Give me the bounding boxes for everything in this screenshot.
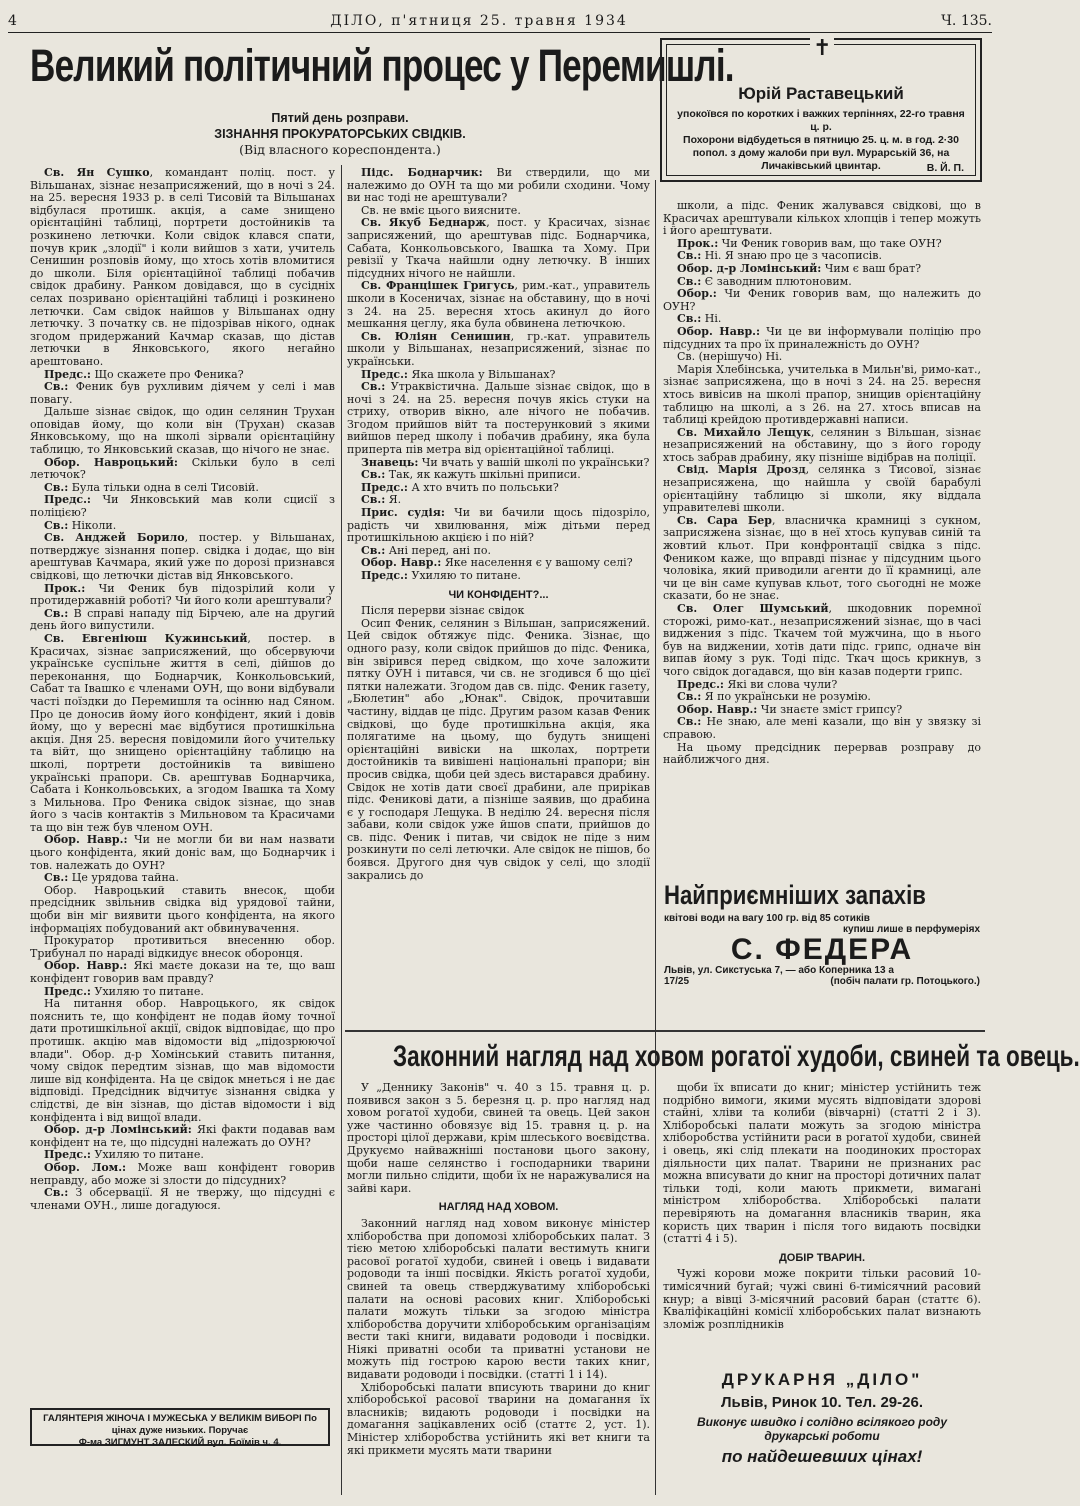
paragraph: Прок.: Чи Феник говорив вам, що таке ОУН? — [677, 236, 942, 250]
speaker-label: Предс.: — [677, 677, 724, 691]
speaker-label: Обор. Навр.: — [361, 556, 442, 570]
print-shop-ad — [664, 1370, 980, 1490]
paragraph: Св.: Ані перед, ані по. — [361, 543, 491, 557]
obituary-text-2: Похорони відбудеться в пятницю 25. ц. м. в год. 2·30 попол. з дому жалоби при вул. Мурарській 36, на Личаківський цвинтар. — [683, 134, 959, 172]
paragraph: Св.: Я по українськи не розумію. — [677, 690, 871, 704]
speaker-label: Обор. Навроцький: — [44, 455, 178, 469]
speaker-label: Св.: — [361, 380, 386, 394]
paragraph: Св. Ян Сушко, командант поліц. пост. у Вільшанах, зізнає незаприсяжений, що в ночі з 24. на 25. вересня 1933 р. в селі Тисовій та Вільшанах відбулася протишк. акція, а саме знищено орієнтаційні таблиці, портрети достойників та розкинено летючки. Коли свідок клався спати, почув крик „злодії" і коли вийшов з хати, учитель Сенишин розповів йому, що хтось хотів вломитися до школи. Біля орієнтаційної таблиці побачив свідок драбину. Ранком довідався, що в сусідніх селах позривано орієнтаційні таблиці і розкинено летючки. Сам свідок найшов у Вільшанах одну летючку. З початку св. не підозрівав нікого, однак згодом придержаний Качмар сказав, що дістав летючки в Янковського, якого негайно арештовано. — [30, 166, 336, 368]
paragraph: Прокуратор противиться внесенню обор. Трибунал по нараді відкидує внесок оборонця. — [30, 934, 335, 960]
speaker-label: Св.: — [361, 493, 386, 507]
perfume-line-2: купиш лише в перфумеріях — [843, 924, 980, 935]
law-column-2 — [663, 1082, 981, 1350]
perfume-code: 17/25 — [664, 976, 690, 987]
paragraph: Обор. Навроцький: Скільки було в селі летючок? — [30, 455, 335, 482]
paragraph: Обор. Навр.: Які маєте докази на те, що ваш конфідент говорив вам правду? — [30, 959, 335, 985]
paragraph: У „Деннику Законів" ч. 40 з 15. травня ц. р. появився закон з 5. березня ц. р. про нагляд над ховом рогатої худоби, свиней та овець. Цей закон уже частинно обовязує від 15. травня ц. р. на просторі цілої держави, крім шлеського воєвідства. Друкуємо найважніші постанови цього закону, щоби наше селянство і господарники тварини могли пильно слідити, щоби їх не наражувалися на зайві кари. — [347, 1081, 650, 1195]
paragraph: Св.: З обсервації. Я не твержу, що підсудні є членами ОУН., лише догадуюся. — [30, 1186, 335, 1212]
speaker-label: Предс.: — [361, 569, 408, 582]
paragraph: Св.: Є заводним плютоновим. — [677, 274, 852, 288]
paragraph: Св.: Ні. Я знаю про це з часописів. — [677, 249, 882, 263]
paragraph: Св.: Феник був рухливим діячем у селі і мав повагу. — [30, 380, 335, 406]
speaker-label: Св. Олег Шумський — [677, 602, 829, 615]
speaker-label: Обор. Навр.: — [44, 959, 128, 973]
cross-icon: ✝ — [810, 36, 834, 61]
paragraph: Обор. Навр.: Чи знаєте зміст грипсу? — [677, 702, 903, 716]
paragraph: Св.: Я. — [361, 493, 402, 507]
paragraph: Обор. Навр.: Чи це ви інформували поліцію про підсудних та про їх приналежність до ОУН? — [663, 324, 981, 351]
paragraph: Предс.: Чи Янковський мав коли сцисії з поліцією? — [30, 493, 335, 520]
subhead-title: ЗІЗНАННЯ ПРОКУРАТОРСЬКИХ СВІДКІВ. — [214, 127, 466, 141]
paragraph: Обор. д-р Ломінський: Чим є ваш брат? — [677, 261, 922, 275]
speaker-label: Св. Сара Бер — [677, 513, 772, 527]
article-column-3 — [663, 200, 981, 872]
paragraph: Хліборобські палати вписують тварини до книг хліборобської расової тварини на домагання їх власників; видають родоводи і посвідки на домагання зацікавлених осіб (статтє 2, уст. 1). Міністер хліборобства устійнить які вет книги та які прикмети мусять мати тварини — [347, 1380, 650, 1457]
speaker-label: Знавець: — [361, 455, 419, 469]
paragraph: Прис. судія: Чи ви бачили щось підозріло, радість чи хвилювання, між дітьми перед протишкільною акцією і по ній? — [347, 506, 651, 545]
speaker-label: Св.: — [44, 871, 69, 885]
paragraph: Св. Анджей Борило, постер. у Вільшанах, потверджує зізнання попер. свідка і додає, що він арештував Качмара, який уже по дорозі признався свідкові, що летючки дістав від Янковського. — [30, 531, 335, 582]
perfume-title: Найприємніших запахів — [664, 880, 926, 910]
speaker-label: Св.: — [44, 518, 69, 532]
paragraph: Предс.: Ухиляю то питане. — [44, 984, 204, 998]
issue-number: Ч. 135. — [941, 13, 992, 29]
print-shop-services: Виконує швидко і солідно всілякого роду друкарські роботи — [696, 1415, 948, 1443]
paragraph: Предс.: Ухиляю то питане. — [44, 1148, 204, 1162]
subhead-day: Пятий день розправи. — [271, 111, 409, 125]
law-column-1 — [347, 1082, 650, 1496]
paragraph: Св. Михайло Лещук, селянин з Вільшан, зізнає незаприсяжений на обставину, що з його городу хтось забрав драбину, яку пізніше відібрав на поліції. — [663, 425, 981, 464]
speaker-label: Свід. Марія Дрозд — [677, 463, 806, 477]
article-column-1 — [30, 167, 335, 1405]
paragraph: Св. Юліян Сенишин, гр.-кат. управитель школи у Вільшанах, незаприсяжений, зізнає по українськи. — [347, 329, 650, 368]
paragraph: Дальше зізнає свідок, що один селянин Трухан оповідав йому, що коли він (Трухан) сказав Янковському, що на школі зірвали орієнтаційну таблицю, то Янковський сказав, що нічого не знає. — [30, 405, 335, 457]
speaker-label: Св. Анджей Борило — [44, 531, 185, 545]
article-column-2 — [347, 167, 650, 1022]
speaker-label: Св.: — [677, 690, 702, 704]
paragraph: На питання обор. Навроцького, як свідок пояснить те, що конфідент не подав йому точної дати протишкільної акції, свідок відповідає, що про протишк. акцію мав відомости від „підозрюючої влади". Обор. д-р Хомінський ставить питання, чому свідок передтим зізнав, що мав відомости лише від конфідента. На це свідок мнеться і не дає відповіді. Предсідник відчитує зізнання свідка у слідстві, де він зізнав, що дістав відомости і від конфідента і від вищої влади. — [30, 997, 335, 1124]
paragraph: Обор.: Чи Феник говорив вам, що належить до ОУН? — [663, 287, 981, 313]
speaker-label: Св.: — [44, 380, 69, 394]
speaker-label: Предс.: — [361, 367, 408, 381]
paragraph: Чужі корови може покрити тільки расовий 10-тимісячний бугай; чужі свині 6-тимісячний расовий кнур; а вівці 3-місячний расовий баран (статтє 6). Кваліфікаційні комісії хліборобських палат визнають зломіж розплідників — [663, 1267, 981, 1331]
speaker-label: Св. Якуб Беднарж — [361, 216, 487, 230]
haberdashery-line-2: Ф-ма ЗИГМУНТ ЗАЛЕСКИЙ вул. Боїмів ч. 4. — [78, 1437, 282, 1448]
paragraph: Св.: Так, як кажуть шкільні приписи. — [361, 468, 581, 482]
paragraph: Предс.: А хто вчить по польськи? — [361, 480, 559, 494]
masthead-line: ДІЛО, п'ятниця 25. травня 1934 — [330, 13, 628, 29]
paragraph: Предс.: Що скажете про Феника? — [44, 367, 244, 381]
main-subhead — [210, 110, 470, 158]
paragraph: Обор. Навроцький ставить внесок, щоби предсідник звільнив свідка від урядової тайни, щоби він міг виявити цього конфідента, на якого інформаціях побудований акт обвинувачення. — [30, 883, 335, 935]
paragraph: Св. не вміє цього виясните. — [361, 203, 521, 217]
paragraph: Св.: В справі нападу під Бірчею, але на другий день його випустили. — [30, 606, 335, 633]
obituary-body — [676, 108, 966, 173]
paragraph: Св.: Не знаю, але мені казали, що він у звязку зі справою. — [663, 715, 981, 741]
page-header — [8, 10, 992, 33]
paragraph: Св. (нерішучо) Ні. — [677, 350, 783, 364]
paragraph: щоби їх вписати до книг; міністер устійнить теж подрібно вимоги, якими мусять відповідати здорові стайні, хліви та колиби (вівчарні) (статті 2 і 3). Хліборобські палати можуть за згодою міністра хліборобства устійнити раси в рогатої худоби, свиней і овець, які слід плекати на поодиноких просторах діяльности цих палат. Тварини не признаних рас можна вписувати до книг на просторі дотичних палат тільки тоді, коли мають прикмети, вимагані міністром хліборобства. Хліборобські палати перевіряють на домагання власників тварин, яка користь цих тварин і після того видають посвідки (статті 4 і 5). — [663, 1081, 981, 1246]
speaker-label: Обор. Навр.: — [44, 833, 128, 847]
section-rule — [345, 1030, 985, 1032]
paragraph: Марія Хлебінська, учителька в Мильн'ві, римо-кат., зізнає заприсяжена, що в ночі з 24. на 25. вересня хтось вивісив на школі прапор, знищив орієнтаційну таблицю на школі, а з 26. на 27. хтось вписав на таблиці крейдою противдержавні написи. — [663, 362, 981, 427]
paragraph: Знавець: Чи вчать у вашій школі по українськи? — [361, 455, 650, 469]
paragraph: Обор. д-р Ломінський: Які факти подавав вам конфідент на те, що підсудні належать до ОУН? — [30, 1123, 336, 1149]
paragraph: Обор. Навр.: Яке населення є у вашому селі? — [361, 556, 633, 570]
paragraph: Св.: Це урядова тайна. — [44, 871, 179, 885]
subhead-source: (Від власного кореспондента.) — [239, 142, 441, 157]
speaker-label: Обор.: — [677, 287, 717, 301]
print-shop-name: ДРУКАРНЯ „ДІЛО" — [721, 1370, 923, 1389]
paragraph: Св. Францішек Григусь, рим.-кат., управитель школи в Косеничах, зізнає на обставину, що в ночі з 24. на 25. вересня хтось акинул до його мешкання цеглу, яка була обвинена летючкою. — [347, 279, 650, 331]
paragraph: Свід. Марія Дрозд, селянка з Тисової, зізнає незаприсяжена, що найшла у своїй барабулі орієнтаційну таблицю зі школи, яку віддала управителеві школи. — [663, 463, 981, 515]
speaker-label: Предс.: — [44, 1148, 91, 1162]
speaker-label: Св. Францішек Григусь — [361, 279, 515, 293]
speaker-label: Предс.: — [44, 493, 91, 507]
speaker-label: Св.: — [44, 480, 69, 494]
speaker-label: Обор. д-р Ломінський: — [677, 261, 822, 275]
section-heading: ЧИ КОНФІДЕНТ?... — [448, 588, 549, 601]
paragraph: Предс.: Які ви слова чули? — [677, 677, 838, 691]
obituary-box — [660, 38, 982, 182]
speaker-label: Обор. Навр.: — [677, 702, 758, 716]
paragraph: Св. Сара Бер, власничка крамниці з сукном, заприсяжена зізнає, що в неї хтось купував синій та жовтий кльот. При конфронтації свідка з підс. Феником каже, що вправді пізнає у підсудним цього чоловіка, який приводили агенти до її крамниці, але чи це він саме купував кльот, того сьогодні не може сказати, бо не знає. — [663, 513, 981, 603]
paragraph: Законний нагляд над ховом виконує міністер хліборобства при допомозі хліборобських палат. З тією метою хліборобські палати вестимуть книги расової рогатої худоби, свиней і овець і видавати родоводи та інші посвідки. Якість рогатої худоби, свиней та овець стверджуватиму хліборобські палати на основі расових книг. Хліборобські палати можуть тільки за згодою міністра хліборобства доручити хліборобським організаціям вести такі книги, видавати родоводи і посвідки. Ніякі приватні особи та приватні установи не можуть під гострою карою вести таких книг, видавати родоводи і посвідки. (статті 1 і 14). — [347, 1216, 650, 1382]
section-heading: НАГЛЯД НАД ХОВОМ. — [438, 1201, 559, 1214]
speaker-label: Обор. Навр.: — [677, 324, 761, 338]
speaker-label: Св.: — [677, 274, 702, 288]
perfume-brand: С. ФЕДЕРА — [730, 933, 914, 966]
paragraph: Підс. Боднарчик: Ви ствердили, що ми належимо до ОУН та що ми робили сходини. Чому ви нас тоді не арештували? — [347, 166, 650, 205]
paragraph: Обор. Навр.: Чи не могли би ви нам назвати цього конфідента, який доніс вам, що Боднарчик і тов. належать до ОУН? — [30, 833, 335, 872]
speaker-label: Підс. Боднарчик: — [361, 166, 483, 179]
speaker-label: Св.: — [677, 312, 702, 326]
speaker-label: Прис. судія: — [361, 506, 445, 520]
speaker-label: Предс.: — [361, 480, 408, 494]
speaker-label: Прок.: — [677, 236, 719, 250]
paragraph: школи, а підс. Феник жалувався свідкові, що в Красичах арештували кількох хлопців і тепер можуть і його арештувати. — [663, 199, 981, 238]
speaker-label: Обор. д-р Ломінський: — [44, 1123, 192, 1137]
print-shop-prices: по найдешевших цінах! — [721, 1447, 923, 1466]
paragraph: На цьому предсідник перервав розправу до найближчого дня. — [663, 740, 981, 767]
speaker-label: Обор. Лом.: — [44, 1160, 127, 1174]
paragraph: Св. Евгеніюш Кужинський, постер. в Красичах, зізнає заприсяжений, що обсервуючи українське суспільне життя в селі, дійшов до переконання, що Боднарчик, Конкольовський, Сабат та Івашко є членами ОУН, що вони відбували часті поїздки до Перемишля та осінню над Сяном. Про це доносив йому його конфідент, який і довів йому, що у вересні має відбутися протишкільна акція. Дня 25. вересня повідомили його учительку та війт, що знищено орієнтаційну таблицю на школі, портрети достойників та вивішено українські прапори. Св. арештував Боднарчика, Сабата і Конкольовських, а згодом Івашка та Хому з Мильнова. Про Феника свідок зізнає, що знав його з часів контактів з Мильновом та Красичами та що він теж був членом ОУН. — [30, 631, 335, 834]
main-headline: Великий політичний процес у Перемишлі. — [30, 40, 734, 91]
speaker-label: Св. Ян Сушко — [44, 166, 150, 179]
speaker-label: Предс.: — [44, 367, 91, 381]
paragraph: Осип Феник, селянин з Вільшан, заприсяжений. Цей свідок обтяжує підс. Феника. Зізнає, що одного разу, коли свідок прийшов до підс. Феника, він звірився перед свідком, що хоче заложити пятку ОУН і питався, чи св. не згодився б що цієї пятки належати. Згодом дав св. підс. Феник газету, „Бюлетин" або „Юнак". Свідок, прочитавши частину, віддав це підс. Другим разом казав Феник свідкові, що буде протишкільна акція, яка полягатиме на цьому, що будуть знищені орієнтаційні вивіски на школах, портрети достойників та вивішені національні прапори; він просив свідка, щоби цей здесь вистарався драбину. Свідок не хотів дати своєї драбини, але прирікав підс. Феникові дати, а пізніше заявив, що драбина є у господаря Лещука. В неділю 24. вересня після забави, коли свідок уже йшов спати, прийшов до св. підс. Феник і питав, чи свідок не піде з ним розкинути по селі летючки. Але свідок не пішов, бо боявся. Другого дня чув свідок у селі, що злодії закрались до — [347, 616, 650, 882]
speaker-label: Св. Евгеніюш Кужинський — [44, 631, 248, 645]
speaker-label: Предс.: — [44, 984, 91, 998]
speaker-label: Св.: — [361, 468, 386, 482]
speaker-label: Прок.: — [44, 581, 86, 595]
perfume-address-2: (побіч палати гр. Потоцького.) — [830, 976, 980, 987]
haberdashery-ad — [30, 1408, 330, 1446]
speaker-label: Св.: — [361, 543, 386, 557]
perfume-ad — [664, 880, 980, 1000]
page-number: 4 — [8, 13, 17, 29]
perfume-address-1: Львів, ул. Сикстуська 7, — або Коперника 13 а — [664, 965, 894, 976]
speaker-label: Св.: — [677, 715, 702, 729]
haberdashery-line-1: ГАЛЯНТЕРІЯ ЖІНОЧА І МУЖЕСЬКА У ВЕЛИКІМ ВИБОРІ По цінах дуже низьких. Поручає — [43, 1413, 317, 1436]
paragraph: Предс.: Ухиляю то питане. — [361, 569, 521, 582]
column-rule-1 — [341, 165, 342, 1495]
paragraph: Св.: Була тільки одна в селі Тисовій. — [44, 480, 259, 494]
paragraph: Предс.: Яка школа у Вільшанах? — [361, 367, 556, 381]
column-rule-2 — [655, 180, 656, 1495]
paragraph: Св.: Ні. — [677, 312, 722, 326]
perfume-address-row — [664, 976, 980, 987]
speaker-label: Св. Михайло Лещук — [677, 425, 811, 439]
paragraph: Після перерви зізнає свідок — [361, 604, 525, 618]
obituary-sign: В. Й. П. — [926, 162, 964, 174]
paragraph: Св.: Ніколи. — [44, 518, 117, 532]
law-headline: Законний нагляд над ховом рогатої худоби, свиней та овець. — [393, 1040, 1080, 1073]
obituary-text-1: упокоївся по коротких і важких терпіннях, 22-го травня ц. р. — [677, 108, 965, 133]
paragraph: Обор. Лом.: Може ваш конфідент говорив неправду, або може зі злости до підсудних? — [30, 1160, 336, 1187]
obituary-name: Юрій Раставецький — [738, 84, 904, 103]
print-shop-address: Львів, Ринок 10. Тел. 29-26. — [721, 1394, 923, 1411]
paragraph: Св. Олег Шумський, шкодовник поремної сторожі, римо-кат., незаприсяжений зізнає, що в часі виджения з підс. Ткачем той мужчина, що в нього був на виджении, хотів дати підс. грипс, одначе він випав йому з рук. Тоді підс. Ткач щось крикнув, з чого свідок догадався, що він казав подерти грипс. — [663, 602, 981, 678]
speaker-label: Св.: — [44, 606, 69, 620]
paragraph: Св.: Утраквістична. Дальше зізнає свідок, що в ночі з 24. на 25. вересня почув якісь стуки на стриху, отворив вікно, але нічого не побачив. Згодом прийшов війт та постерунковий з якими вийшов перед школу і побачив драбину, яка була приперта пів метра від орієнтаційної таблиці. — [347, 380, 650, 457]
perfume-line-1: квітові води на вагу 100 гр. від 85 сотиків — [664, 913, 870, 924]
speaker-label: Св. Юліян Сенишин — [361, 329, 511, 343]
speaker-label: Св.: — [677, 249, 702, 263]
paragraph: Св. Якуб Беднарж, пост. у Красичах, зізнає заприсяжений, що арештував підс. Боднарчика, Сабата, Конкольовського, Івашка та Хому. При ревізії у Ткача найшли одну летючку. В інших підсудних нічого не найшли. — [347, 216, 650, 280]
section-heading: ДОБІР ТВАРИН. — [778, 1251, 866, 1264]
paragraph: Прок.: Чи Феник був підозрілий коли у протидержавній роботі? Чи його коли арештували? — [30, 581, 335, 608]
speaker-label: Св.: — [44, 1186, 69, 1200]
